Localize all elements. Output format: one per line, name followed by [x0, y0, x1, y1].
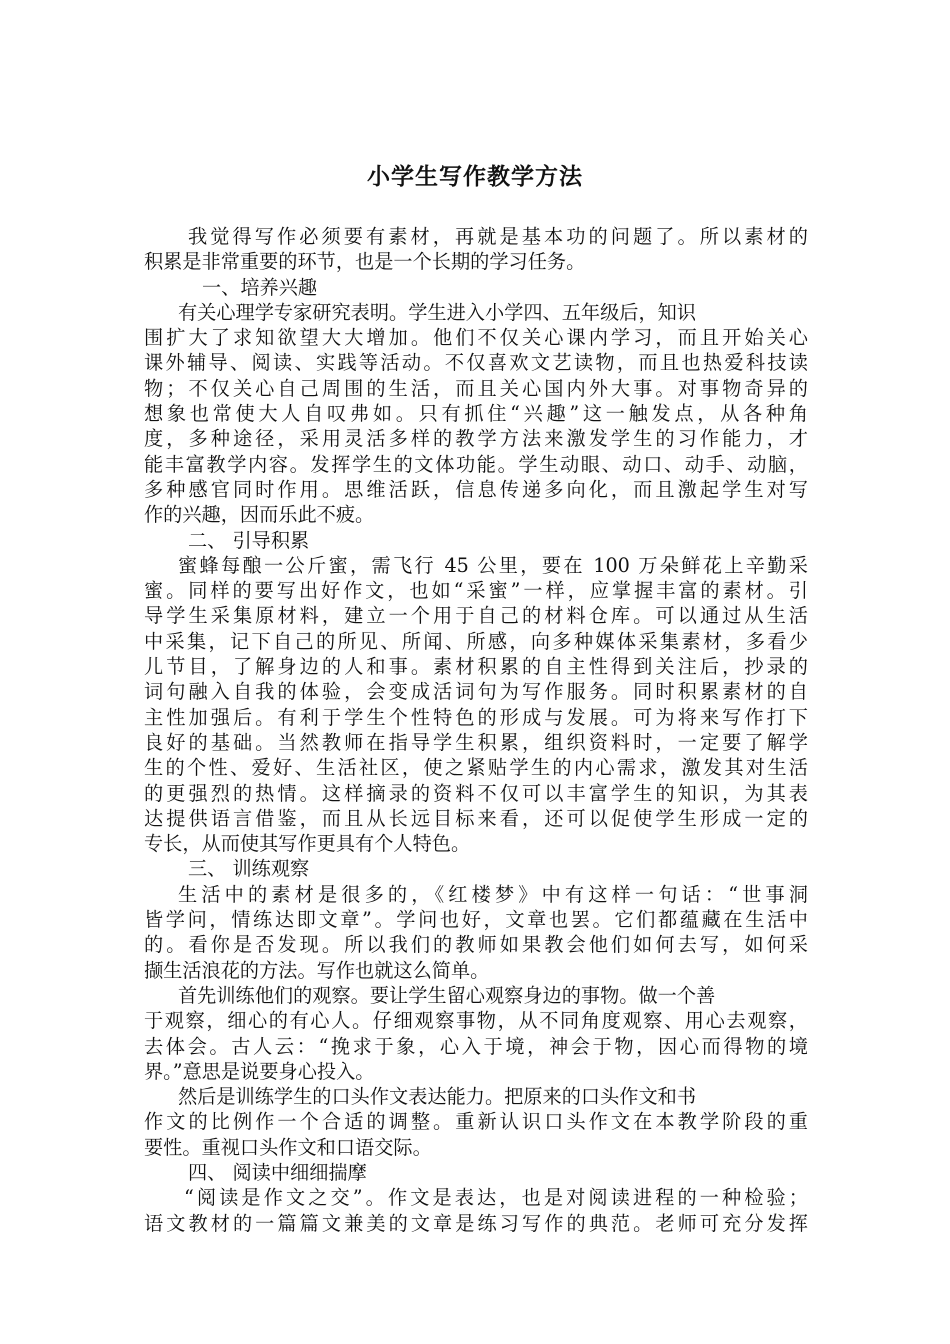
text-line: 作文的比例作一个合适的调整。重新认识口头作文在本教学阶段的重: [144, 1110, 808, 1134]
text-line: 达提供语言借鉴，而且从长远目标来看，还可以促使学生形成一定的: [144, 806, 808, 830]
text-line: 度，多种途径，采用灵活多样的教学方法来激发学生的习作能力，才: [144, 427, 808, 451]
text-line: 去体会。古人云：“挽求于象，心入于境，神会于物，因心而得物的境: [144, 1034, 808, 1058]
text-line: 一、培养兴趣: [202, 275, 318, 299]
text-line: 导学生采集原材料，建立一个用于自己的材料仓库。可以通过从生活: [144, 604, 808, 628]
text-line: 三、 训练观察: [188, 857, 310, 881]
text-line: 能丰富教学内容。发挥学生的文体功能。学生动眼、动口、动手、动脑，: [144, 452, 808, 476]
text-line: 词句融入自我的体验，会变成活词句为写作服务。同时积累素材的自: [144, 680, 808, 704]
text-line: 主性加强后。有利于学生个性特色的形成与发展。可为将来写作打下: [144, 705, 808, 729]
text-line: 我觉得写作必须要有素材，再就是基本功的问题了。所以素材的: [188, 225, 808, 248]
text-line: 围扩大了求知欲望大大增加。他们不仅关心课内学习，而且开始关心: [144, 326, 808, 350]
text-line: 蜜蜂每酿一公斤蜜，需飞行 45 公里，要在 100 万朵鲜花上辛勤采: [178, 553, 808, 577]
text-line: 二、 引导积累: [188, 528, 310, 552]
text-line: 皆学问，情练达即文章”。学问也好，文章也罢。它们都蕴藏在生活中: [144, 908, 808, 932]
text-line: 课外辅导、阅读、实践等活动。不仅喜欢文艺读物，而且也热爱科技读: [144, 351, 808, 375]
text-line: 撷生活浪花的方法。写作也就这么简单。: [144, 958, 490, 982]
text-line: 于观察，细心的有心人。仔细观察事物，从不同角度观察、用心去观察，: [144, 1009, 808, 1033]
text-line: 要性。重视口头作文和口语交际。: [144, 1135, 432, 1159]
text-line: 首先训练他们的观察。要让学生留心观察身边的事物。做一个善: [178, 983, 716, 1007]
text-line: 中采集，记下自己的所见、所闻、所感，向多种媒体采集素材，多看少: [144, 629, 808, 653]
text-line: 生的个性、爱好、生活社区，使之紧贴学生的内心需求，激发其对生活: [144, 756, 808, 780]
text-line: 然后是训练学生的口头作文表达能力。把原来的口头作文和书: [178, 1085, 697, 1109]
text-line: 界。”意思是说要身心投入。: [144, 1059, 375, 1083]
text-line: 有关心理学专家研究表明。学生进入小学四、五年级后，知识: [178, 300, 697, 324]
text-line: 多种感官同时作用。思维活跃，信息传递多向化，而且激起学生对写: [144, 477, 808, 501]
text-line: 的。看你是否发现。所以我们的教师如果教会他们如何去写，如何采: [144, 933, 808, 957]
text-line: 作的兴趣，因而乐此不疲。: [144, 503, 375, 527]
text-line: 蜜。同样的要写出好作文，也如“采蜜”一样，应掌握丰富的素材。引: [144, 579, 808, 603]
text-line: 想象也常使大人自叹弗如。只有抓住“兴趣”这一触发点，从各种角: [144, 402, 808, 426]
text-line: 积累是非常重要的环节，也是一个长期的学习任务。: [144, 250, 586, 274]
text-line: 生活中的素材是很多的，《红楼梦》中有这样一句话：“世事洞: [178, 882, 808, 906]
text-line: 四、 阅读中细细揣摩: [188, 1160, 367, 1184]
text-line: 物；不仅关心自己周围的生活，而且关心国内外大事。对事物奇异的: [144, 376, 808, 400]
document-body: [144, 224, 808, 1236]
text-line: 语文教材的一篇篇文兼美的文章是练习写作的典范。老师可充分发挥: [144, 1211, 808, 1235]
text-line: 儿节目，了解身边的人和事。素材积累的自主性得到关注后，抄录的: [144, 655, 808, 679]
document-title: 小学生写作教学方法: [367, 163, 583, 190]
text-line: 的更强烈的热情。这样摘录的资料不仅可以丰富学生的知识，为其表: [144, 781, 808, 805]
text-line: “阅读是作文之交”。作文是表达，也是对阅读进程的一种检验；: [184, 1186, 808, 1210]
text-line: 良好的基础。当然教师在指导学生积累，组织资料时，一定要了解学: [144, 730, 808, 754]
text-line: 专长，从而使其写作更具有个人特色。: [144, 832, 471, 856]
